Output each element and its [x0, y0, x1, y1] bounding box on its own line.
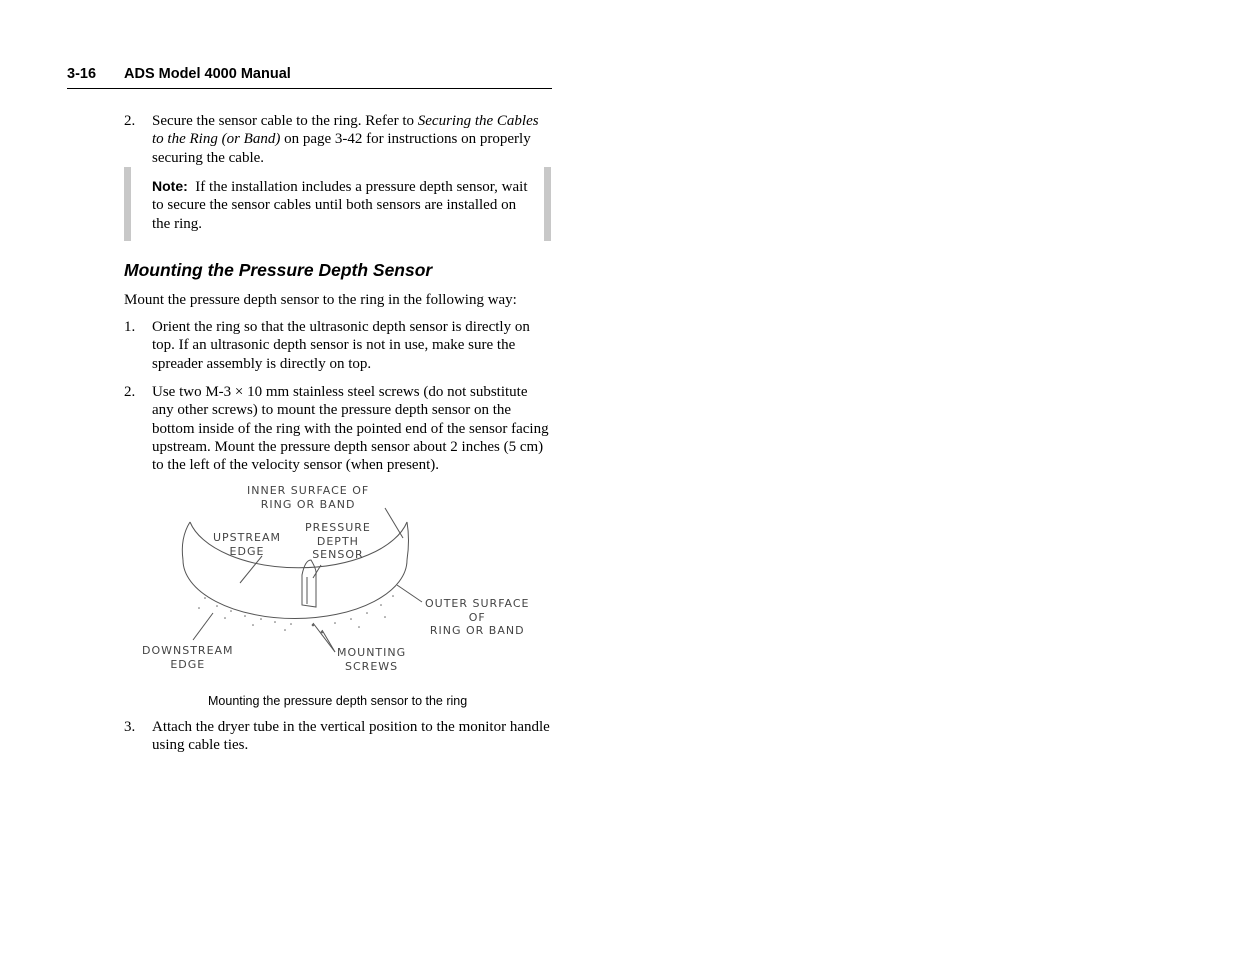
step-1	[124, 318, 552, 373]
ring-figure	[135, 480, 545, 680]
label-downstream-edge: DOWNSTREAM EDGE	[142, 644, 234, 671]
step-2	[124, 383, 552, 474]
step-text: Attach the dryer tube in the vertical position to the monitor handle using cable ties.	[152, 719, 550, 754]
label-inner-surface: INNER SURFACE OF RING OR BAND	[247, 484, 370, 511]
step-text: Orient the ring so that the ultrasonic depth sensor is directly on top. If an ultrasonic depth sensor is not in use, make sure the spreader assembly is directly on top.	[152, 319, 530, 372]
step-text: Use two M-3 × 10 mm stainless steel screws (do not substitute any other screws) to mount the pressure depth sensor on the bottom inside of the ring with the pointed end of the sensor facing upstream. Mount the pressure depth sensor about 2 inches (5 cm) to the left of the velocity sensor (when present).	[152, 384, 549, 474]
step-number: 2.	[124, 113, 136, 129]
label-outer-surface: OUTER SURFACE OF RING OR BAND	[425, 597, 530, 637]
step-3	[124, 718, 552, 755]
note-text: If the installation includes a pressure depth sensor, wait to secure the sensor cables until both sensors are installed on the ring.	[152, 179, 528, 232]
manual-title: ADS Model 4000 Manual	[124, 66, 291, 82]
section-title: Mounting the Pressure Depth Sensor	[124, 260, 433, 280]
page-header	[67, 66, 552, 89]
step-text: Secure the sensor cable to the ring. Refer to Securing the Cables to the Ring (or Band) on page 3-42 for instructions on properly securing the cable.	[152, 113, 539, 166]
step-number: 1.	[124, 319, 136, 335]
section-intro: Mount the pressure depth sensor to the ring in the following way:	[124, 292, 517, 308]
note-box	[124, 167, 551, 241]
step-number: 3.	[124, 719, 136, 735]
step-secure-cable	[124, 112, 552, 167]
figure-caption: Mounting the pressure depth sensor to the ring	[208, 694, 468, 708]
label-mounting-screws: MOUNTING SCREWS	[337, 646, 407, 673]
step-number: 2.	[124, 384, 136, 400]
page-number: 3-16	[67, 66, 97, 82]
note-label: Note:	[152, 178, 188, 194]
cross-reference-link[interactable]: Securing the Cables to the Ring (or Band)	[152, 113, 539, 148]
label-pressure-depth-sensor: PRESSURE DEPTH SENSOR	[305, 521, 371, 561]
label-upstream-edge: UPSTREAM EDGE	[213, 531, 281, 558]
